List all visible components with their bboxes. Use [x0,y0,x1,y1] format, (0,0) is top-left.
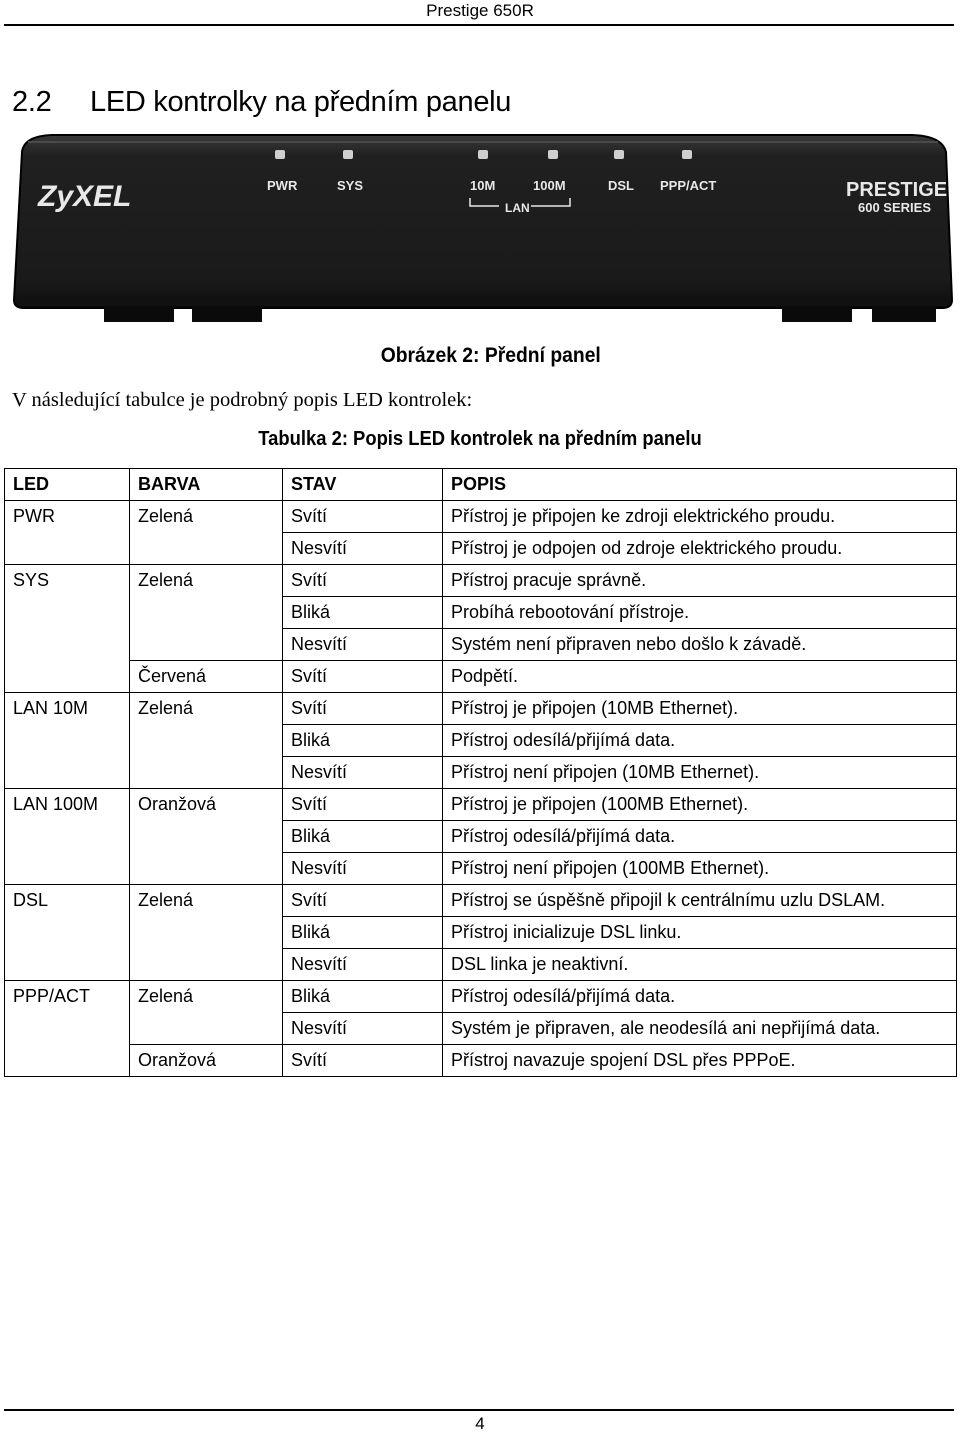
page-number: 4 [475,1414,485,1433]
header-rule [4,24,954,26]
section-title: LED kontrolky na předním panelu [90,86,512,118]
cell-popis: Přístroj je připojen ke zdroji elektrického proudu. [443,501,957,533]
table-row [5,981,957,1013]
cell-popis: Systém není připraven nebo došlo k závadě. [443,629,957,661]
cell-led [5,917,130,949]
cell-led [5,661,130,693]
cell-popis: Přístroj není připojen (100MB Ethernet). [443,853,957,885]
section-number: 2.2 [12,86,52,118]
router-led-label: 100M [533,178,566,193]
cell-led [5,821,130,853]
cell-led: LAN 100M [5,789,130,821]
cell-popis: Přístroj navazuje spojení DSL přes PPPoE. [443,1045,957,1077]
table-row [5,725,957,757]
column-header-barva: BARVA [130,469,283,501]
router-led-label: PWR [267,178,298,193]
cell-barva [130,821,283,853]
table-header-row [5,469,957,501]
table-row [5,853,957,885]
router-front-panel-image [12,130,954,326]
cell-stav: Nesvítí [283,629,443,661]
cell-barva [130,597,283,629]
cell-led [5,597,130,629]
cell-stav: Nesvítí [283,1013,443,1045]
cell-barva: Červená [130,661,283,693]
cell-barva: Oranžová [130,789,283,821]
cell-led: PWR [5,501,130,533]
table-row [5,661,957,693]
cell-barva: Zelená [130,501,283,533]
table-row [5,1045,957,1077]
column-header-led: LED [5,469,130,501]
cell-popis: Přístroj je připojen (100MB Ethernet). [443,789,957,821]
table-row [5,757,957,789]
table-row [5,533,957,565]
cell-led: DSL [5,885,130,917]
cell-popis: Podpětí. [443,661,957,693]
footer-rule [4,1409,954,1411]
cell-barva [130,533,283,565]
table-body [5,501,957,1077]
router-brand-logo: ZyXEL [38,180,132,213]
cell-stav: Bliká [283,821,443,853]
cell-stav: Svítí [283,1045,443,1077]
cell-barva: Oranžová [130,1045,283,1077]
cell-popis: Přístroj se úspěšně připojil k centrálnímu uzlu DSLAM. [443,885,957,917]
table-row [5,597,957,629]
table-row [5,1013,957,1045]
cell-led [5,1013,130,1045]
table-row [5,693,957,725]
cell-stav: Svítí [283,661,443,693]
table-row [5,629,957,661]
cell-popis: Přístroj je odpojen od zdroje elektrického proudu. [443,533,957,565]
cell-popis: Přístroj není připojen (10MB Ethernet). [443,757,957,789]
cell-barva [130,725,283,757]
cell-barva [130,629,283,661]
cell-stav: Nesvítí [283,949,443,981]
router-lan-label: LAN [505,201,530,215]
cell-barva [130,853,283,885]
cell-led: PPP/ACT [5,981,130,1013]
cell-barva: Zelená [130,565,283,597]
router-led-label: PPP/ACT [660,178,717,193]
cell-barva [130,917,283,949]
cell-popis: Přístroj odesílá/přijímá data. [443,981,957,1013]
cell-popis: DSL linka je neaktivní. [443,949,957,981]
cell-popis: Přístroj odesílá/přijímá data. [443,821,957,853]
router-led-label: 10M [470,178,496,193]
cell-led [5,725,130,757]
cell-led: LAN 10M [5,693,130,725]
table-row [5,565,957,597]
table-row [5,917,957,949]
running-header: Prestige 650R [426,1,534,20]
cell-stav: Nesvítí [283,533,443,565]
cell-stav: Bliká [283,597,443,629]
cell-stav: Svítí [283,693,443,725]
cell-popis: Přístroj je připojen (10MB Ethernet). [443,693,957,725]
cell-barva: Zelená [130,885,283,917]
table-row [5,501,957,533]
cell-led [5,949,130,981]
cell-stav: Bliká [283,725,443,757]
column-header-popis: POPIS [443,469,957,501]
table-caption: Tabulka 2: Popis LED kontrolek na předním panelu [258,428,702,450]
table-row [5,821,957,853]
router-model-name: PRESTIGE [846,179,948,201]
figure-caption: Obrázek 2: Přední panel [380,344,601,367]
cell-barva: Zelená [130,693,283,725]
cell-popis: Systém je připraven, ale neodesílá ani nepřijímá data. [443,1013,957,1045]
cell-stav: Svítí [283,885,443,917]
cell-stav: Nesvítí [283,757,443,789]
intro-paragraph: V následující tabulce je podrobný popis LED kontrolek: [12,389,473,411]
router-led-label: SYS [337,178,364,193]
cell-barva: Zelená [130,981,283,1013]
cell-stav: Svítí [283,789,443,821]
cell-popis: Přístroj odesílá/přijímá data. [443,725,957,757]
cell-barva [130,949,283,981]
cell-led [5,1045,130,1077]
cell-led [5,853,130,885]
cell-stav: Svítí [283,501,443,533]
table-row [5,949,957,981]
router-model-series: 600 SERIES [858,200,931,215]
cell-led: SYS [5,565,130,597]
cell-stav: Bliká [283,917,443,949]
cell-led [5,533,130,565]
router-led-label: DSL [608,178,634,193]
cell-led [5,757,130,789]
table-row [5,789,957,821]
cell-barva [130,757,283,789]
cell-popis: Přístroj inicializuje DSL linku. [443,917,957,949]
cell-stav: Bliká [283,981,443,1013]
cell-led [5,629,130,661]
cell-stav: Svítí [283,565,443,597]
cell-barva [130,1013,283,1045]
cell-popis: Přístroj pracuje správně. [443,565,957,597]
cell-stav: Nesvítí [283,853,443,885]
cell-popis: Probíhá rebootování přístroje. [443,597,957,629]
led-table [4,468,957,1077]
column-header-stav: STAV [283,469,443,501]
table-row [5,885,957,917]
section-heading [12,84,511,120]
